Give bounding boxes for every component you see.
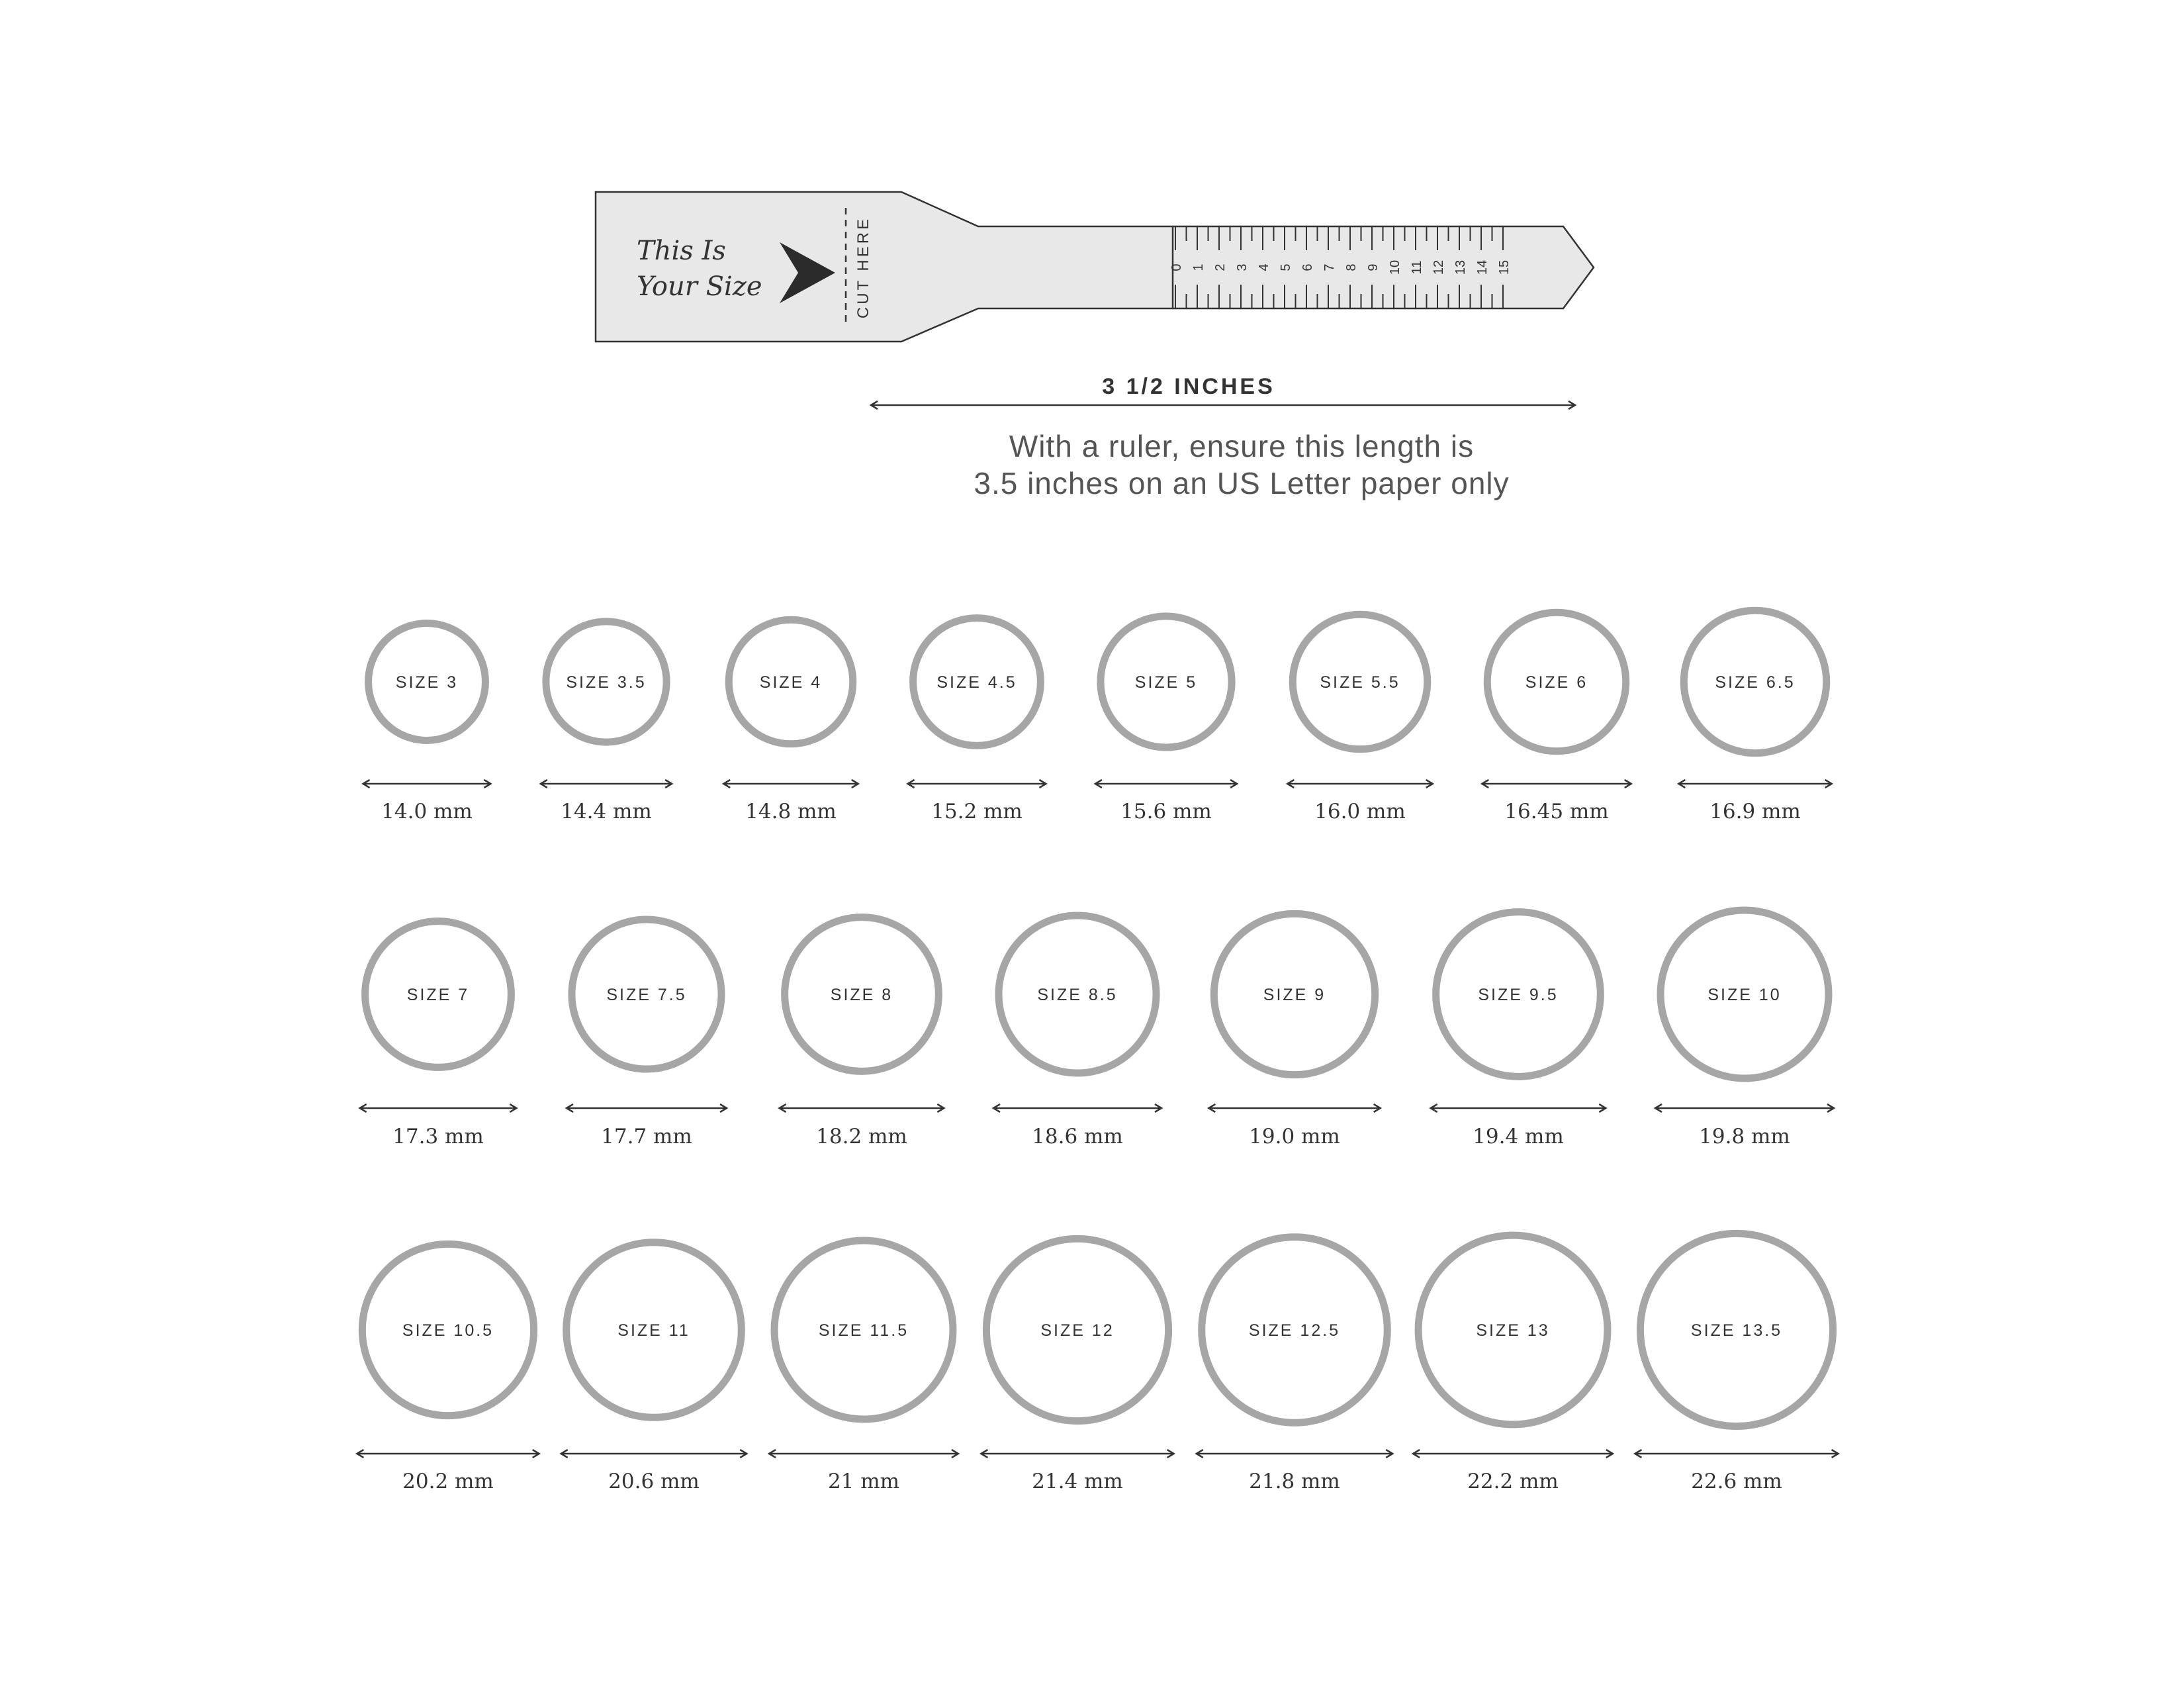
diameter-label: 15.2 mm [931,800,1023,823]
ring-size-label: SIZE 5.5 [1320,673,1400,692]
ring-size-label: SIZE 3.5 [566,673,647,692]
scale-number: 5 [1279,263,1293,271]
ring-item [1431,912,1606,1149]
scale-number: 2 [1213,263,1228,271]
ring-item [769,1241,958,1493]
diameter-label: 21.4 mm [1032,1470,1123,1493]
diameter-label: 16.9 mm [1709,800,1801,823]
ring-size-label: SIZE 7 [406,986,470,1004]
diameter-label: 22.2 mm [1467,1470,1559,1493]
ring-size-label: SIZE 8 [830,986,893,1004]
diameter-label: 18.2 mm [816,1125,907,1149]
diameter-label: 15.6 mm [1120,800,1212,823]
ring-item [363,624,491,823]
ring-size-label: SIZE 4 [759,673,823,692]
ring-grid [357,610,1838,1493]
scale-number: 12 [1432,259,1446,275]
scale-number: 15 [1497,259,1512,275]
ring-item [567,919,727,1149]
sizer-title-line2: Your Size [637,271,762,302]
diameter-label: 20.2 mm [402,1470,494,1493]
ring-item [723,620,858,823]
diameter-label: 19.8 mm [1699,1125,1790,1149]
ring-size-label: SIZE 12.5 [1248,1321,1341,1340]
ring-item [360,921,517,1149]
ring-item [1208,914,1380,1149]
scale-number: 10 [1388,259,1402,275]
ring-size-label: SIZE 3 [395,673,459,692]
diameter-label: 19.0 mm [1249,1125,1340,1149]
scale-number: 11 [1410,260,1424,275]
ring-size-label: SIZE 13 [1476,1321,1550,1340]
diameter-label: 18.6 mm [1032,1125,1123,1149]
ring-item [993,915,1161,1149]
scale-number: 1 [1191,263,1206,271]
diameter-label: 17.7 mm [601,1125,692,1149]
diameter-label: 21.8 mm [1249,1470,1340,1493]
diameter-label: 17.3 mm [392,1125,484,1149]
diameter-label: 16.0 mm [1314,800,1406,823]
ring-size-label: SIZE 11 [617,1321,690,1340]
ring-size-label: SIZE 4.5 [936,673,1017,692]
length-label: 3 1/2 INCHES [1102,374,1275,399]
ring-item [357,1244,539,1493]
scale-number: 3 [1235,263,1250,271]
ring-size-label: SIZE 10.5 [402,1321,494,1340]
instruction-line1: With a ruler, ensure this length is [1009,429,1475,463]
diameter-label: 14.0 mm [381,800,473,823]
diameter-label: 14.4 mm [561,800,652,823]
ring-item [1095,616,1237,823]
diameter-label: 21 mm [827,1470,900,1493]
ring-size-label: SIZE 9 [1263,986,1326,1004]
diameter-label: 14.8 mm [745,800,837,823]
instruction-line2: 3.5 inches on an US Letter paper only [974,466,1510,500]
ring-item [780,917,944,1149]
scale-number: 14 [1475,259,1490,275]
diameter-label: 19.4 mm [1473,1125,1564,1149]
sizer-title-line1: This Is [637,236,726,266]
ring-item [1413,1235,1613,1493]
ring-item [1482,612,1631,823]
scale-number: 6 [1300,263,1315,271]
ring-size-label: SIZE 11.5 [818,1321,909,1340]
scale-number: 9 [1366,263,1381,271]
ring-sizer-strip [596,192,1594,342]
diameter-label: 20.6 mm [608,1470,700,1493]
ring-size-label: SIZE 7.5 [606,986,687,1004]
ring-item [1635,1233,1838,1493]
ring-item [1678,610,1831,823]
ring-size-label: SIZE 5 [1134,673,1198,692]
ring-item [561,1243,747,1493]
scale-number: 13 [1453,259,1468,275]
scale-number: 0 [1169,263,1184,271]
ring-item [981,1239,1173,1493]
scale-number: 7 [1322,263,1337,271]
ring-size-label: SIZE 9.5 [1478,986,1559,1004]
scale-number: 8 [1344,263,1359,271]
ring-size-label: SIZE 6 [1525,673,1588,692]
ring-item [908,618,1046,823]
ring-size-label: SIZE 6.5 [1715,673,1796,692]
diameter-label: 22.6 mm [1691,1470,1782,1493]
ring-size-label: SIZE 8.5 [1037,986,1118,1004]
scale-number: 4 [1257,263,1271,271]
ring-item [1655,910,1834,1149]
cut-here-label: CUT HERE [854,216,872,319]
ring-item [541,622,672,823]
ring-size-label: SIZE 10 [1707,986,1782,1004]
calibration-section [871,374,1575,500]
ring-item [1287,614,1432,823]
ring-size-label: SIZE 13.5 [1690,1321,1783,1340]
diameter-label: 16.45 mm [1504,800,1609,823]
ring-item [1197,1237,1393,1493]
ring-size-label: SIZE 12 [1040,1321,1115,1340]
